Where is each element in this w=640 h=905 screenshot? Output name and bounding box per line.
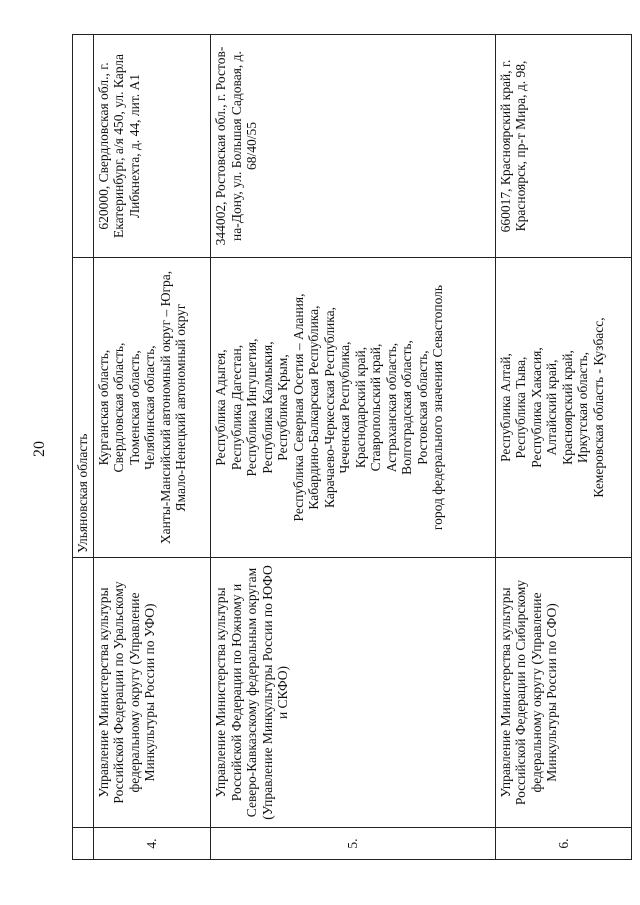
region-item: Тюменская область, xyxy=(126,350,142,465)
address-cell: 620000, Свердловская обл., г. Екатеринбург, а/я 450, ул. Карла Либкнехта, д. 44, лит. А1 xyxy=(93,35,211,258)
region-item: Республика Калмыкия, xyxy=(259,341,275,474)
row-number: 6. xyxy=(495,828,631,860)
region-item: Свердловская область, xyxy=(111,342,126,473)
region-item: Республика Ингушетия, xyxy=(244,338,260,477)
region-item: Иркутская область, xyxy=(575,351,591,464)
regions-cell xyxy=(495,258,631,558)
regions-cell xyxy=(211,258,496,558)
region-item: Республика Северная Осетия – Алания, xyxy=(290,293,306,522)
rotated-table-container xyxy=(72,35,632,860)
table-top-row xyxy=(73,35,94,860)
region-item: Чеченская Республика, xyxy=(337,341,353,474)
region-item: Кемеровская область - Кузбасс, xyxy=(590,317,606,498)
region-item: Ставропольский край, xyxy=(368,343,384,472)
region-item: Республика Алтай, xyxy=(497,353,513,462)
table-row xyxy=(93,35,211,860)
region-item: Астраханская область, xyxy=(383,342,399,473)
table-row xyxy=(211,35,496,860)
region-item: Ямало-Ненецкий автономный округ xyxy=(173,303,188,512)
prev-region-cell: Ульяновская область xyxy=(73,258,94,558)
region-item: Красноярский край, xyxy=(559,350,575,465)
org-name: Управление Министерства культуры Российской Федерации по Сибирскому федеральному округу (Управление Минкультуры России по СФО) xyxy=(495,558,631,828)
region-item: Челябинская область, xyxy=(142,345,157,470)
region-item: город федерального значения Севастополь xyxy=(430,284,446,531)
org-name: Управление Министерства культуры Российской Федерации по Южному и Северо-Кавказскому федеральным округам (Управление Минкультуры России по ЮФО и СКФО) xyxy=(211,558,496,828)
offices-table xyxy=(72,34,632,860)
region-item: Курганская область, xyxy=(95,349,111,466)
row-number: 4. xyxy=(93,828,211,860)
region-item: Ростовская область, xyxy=(414,350,430,465)
region-item: Республика Дагестан, xyxy=(228,344,244,471)
row-number: 5. xyxy=(211,828,496,860)
address-cell: 660017, Красноярский край, г. Красноярск, пр-т Мира, д. 98, xyxy=(495,35,631,258)
region-item: Республика Адыгея, xyxy=(213,349,229,466)
regions-cell xyxy=(93,258,211,558)
page-number: 20 xyxy=(31,441,48,457)
region-item: Алтайский край, xyxy=(544,359,560,456)
org-name: Управление Министерства культуры Российской Федерации по Уральскому федеральному округу (Управление Минкультуры России по УФО) xyxy=(93,558,211,828)
table-row xyxy=(495,35,631,860)
region-item: Ханты-Мансийский автономный округ – Югра, xyxy=(157,270,173,545)
region-item: Волгоградская область, xyxy=(399,340,415,475)
region-item: Краснодарский край, xyxy=(352,346,368,469)
region-item: Кабардино-Балкарская Республика, xyxy=(306,305,322,510)
address-cell: 344002, Ростовская обл., г. Ростов-на-Дону, ул. Большая Садовая, д. 68/40/55 xyxy=(211,35,496,258)
region-item: Республика Тыва, xyxy=(513,356,529,459)
region-item: Республика Крым, xyxy=(275,354,291,461)
region-item: Карачаево-Черкесская Республика, xyxy=(321,307,337,508)
region-item: Республика Хакасия, xyxy=(528,347,544,468)
